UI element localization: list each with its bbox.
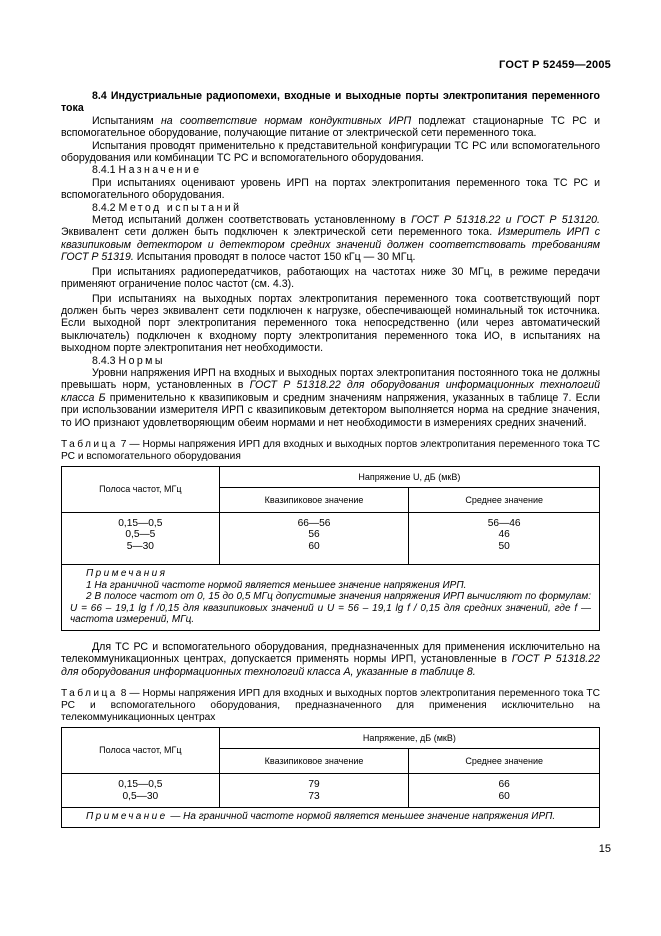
subsection-8-4-1: 8.4.1 Назначение bbox=[92, 164, 202, 177]
table7-header-band: Полоса частот, МГц bbox=[62, 466, 220, 512]
table7-header-voltage: Напряжение U, дБ (мкВ) bbox=[219, 466, 599, 487]
table8-header-qp: Квазипиковое значение bbox=[219, 749, 409, 774]
table-cell: 56 bbox=[308, 529, 320, 541]
paragraph-output-ports: При испытаниях на выходных портах электропитания переменного тока соответствующий порт должен быть через эквивалент сети подключен к нагрузке, обеспечивающей номинальный ток источника. Если выходной порт электропитания переменного тока непосредственно (или через автоматический выключатель) подключен к входному порту электропитания переменного тока ИО, в испытаниях на выходном порте электропитания нет необходимости. bbox=[61, 292, 600, 355]
subsection-8-4-3: 8.4.3 Нормы bbox=[92, 354, 165, 367]
paragraph-limits: Уровни напряжения ИРП на входных и выходных портах электропитания постоянного тока не должны превышать норм, установленных в ГОСТ Р 51318.22 для оборудования информационных технологий класса Б применительно к квазипиковым и средним значениям напряжения, указанных в таблице 7. Если при использовании измерителя ИРП с квазипиковым детектором выполняется норма на средние значения, то ИО признают удовлетворяющим обеим нормами и нет необходимости в измерениях средних значений. bbox=[61, 366, 600, 429]
page-number: 15 bbox=[598, 843, 611, 855]
table-cell: 50 bbox=[498, 540, 510, 552]
page-body bbox=[61, 90, 600, 828]
table-cell: 73 bbox=[308, 790, 320, 802]
paragraph-config: Испытания проводят применительно к представительной конфигурации ТС РС или вспомогательного оборудования или комбинации ТС РС и вспомогательного оборудования. bbox=[61, 139, 600, 165]
table7-notes: Примечания 1 На граничной частоте нормой является меньшее значение напряжения ИРП. 2 В полосе частот от 0, 15 до 0,5 МГц допустимые значения напряжения ИРП вычисляют по формулам: U = 66 – 19,1 lg f /0,15 для квазипиковых значений и U = 56 – 19,1 lg f / 0,15 для средних значений, где f — частота измерений, МГц. bbox=[62, 564, 600, 630]
table8-avg-column bbox=[409, 774, 600, 808]
table8-qp-column bbox=[219, 774, 409, 808]
table-cell: 56—46 bbox=[487, 517, 521, 529]
table8-caption: Таблица 8 — Нормы напряжения ИРП для входных и выходных портов электропитания переменного тока ТС РС и вспомогательного оборудования, предназначенного для применения исключительно на телекоммуникационных центрах bbox=[61, 688, 600, 724]
table7 bbox=[61, 466, 600, 631]
table7-caption: Таблица 7 — Нормы напряжения ИРП для входных и выходных портов электропитания переменного тока ТС РС и вспомогательного оборудования bbox=[61, 438, 600, 462]
subsection-8-4-2: 8.4.2 Метод испытаний bbox=[92, 201, 242, 214]
table-cell: 60 bbox=[498, 790, 510, 802]
table8-header-avg: Среднее значение bbox=[409, 749, 600, 774]
table-cell: 0,15—0,5 bbox=[118, 517, 163, 529]
table-cell: 5—30 bbox=[126, 540, 154, 552]
table8 bbox=[61, 727, 600, 828]
paragraph-scope: Испытаниям на соответствие нормам кондуктивных ИРП подлежат стационарные ТС РС и вспомогательное оборудование, получающие питание от электрической сети переменного тока. bbox=[61, 114, 600, 140]
section-title: 8.4 Индустриальные радиопомехи, входные и выходные порты электропитания переменного тока bbox=[61, 90, 600, 115]
paragraph-purpose: При испытаниях оценивают уровень ИРП на портах электропитания переменного тока ТС РС и вспомогательного оборудования. bbox=[61, 176, 600, 202]
paragraph-telecom: Для ТС РС и вспомогательного оборудования, предназначенных для применения исключительно на телекоммуникационных центрах, допускается применять нормы ИРП, установленные в ГОСТ Р 51318.22 для оборудования информационных технологий класса А, указанные в таблице 8. bbox=[61, 640, 600, 678]
table-cell: 46 bbox=[498, 529, 510, 541]
table-cell: 66—56 bbox=[297, 517, 331, 529]
table7-header-qp: Квазипиковое значение bbox=[219, 487, 409, 512]
table-cell: 0,5—5 bbox=[125, 529, 156, 541]
table7-avg-column bbox=[409, 512, 600, 564]
table8-note: Примечание — На граничной частоте нормой является меньшее значение напряжения ИРП. bbox=[62, 808, 600, 828]
table8-band-column bbox=[62, 774, 220, 808]
document-header: ГОСТ Р 52459—2005 bbox=[499, 59, 611, 71]
table8-header-band: Полоса частот, МГц bbox=[62, 728, 220, 774]
table-cell: 79 bbox=[308, 779, 320, 791]
table7-band-column bbox=[62, 512, 220, 564]
table7-qp-column bbox=[219, 512, 409, 564]
paragraph-method: Метод испытаний должен соответствовать установленному в ГОСТ Р 51318.22 и ГОСТ Р 513120. Эквивалент сети должен быть подключен к электрической сети переменного тока. Измеритель ИРП с квазипиковым детектором и детектором средних значений должен соответствовать требованиям ГОСТ Р 51319. Испытания проводят в полосе частот 150 кГц — 30 МГц. bbox=[61, 214, 600, 264]
table7-header-avg: Среднее значение bbox=[409, 487, 600, 512]
table8-header-voltage: Напряжение, дБ (мкВ) bbox=[219, 728, 599, 749]
table-cell: 60 bbox=[308, 540, 320, 552]
table-cell: 0,5—30 bbox=[122, 790, 159, 802]
table-cell: 66 bbox=[498, 779, 510, 791]
table-cell: 0,15—0,5 bbox=[118, 779, 163, 791]
paragraph-transmitters: При испытаниях радиопередатчиков, работающих на частотах ниже 30 МГц, в режиме передачи применяют ограничение полос частот (см. 4.3). bbox=[61, 265, 600, 291]
